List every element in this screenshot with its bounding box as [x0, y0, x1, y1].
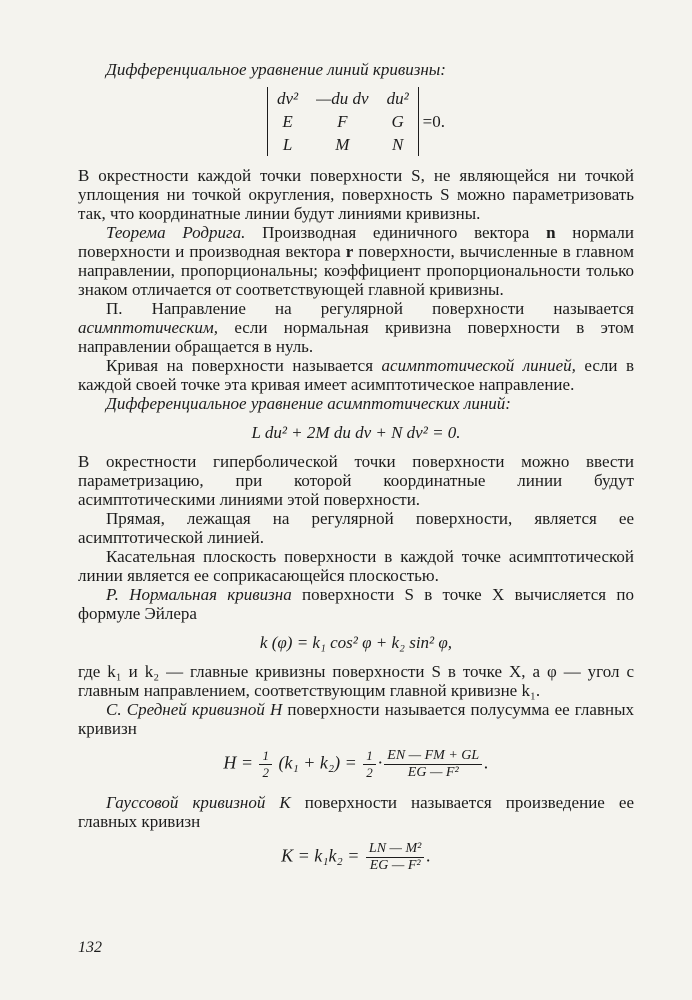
- determinant-row: [268, 87, 418, 110]
- det-cell: F: [337, 112, 348, 131]
- fraction-denominator: 2: [366, 765, 373, 780]
- paragraph-mean-curvature: [78, 700, 634, 738]
- page-number: 132: [78, 939, 102, 956]
- det-cell: —du dv: [316, 89, 369, 108]
- formula-euler: k (φ) = k₁ cos² φ + k₂ sin² φ,: [259, 633, 453, 652]
- formula-gauss-curvature: [78, 841, 634, 874]
- heading-curvature-lines: Дифференциальное уравнение линий кривизны:: [106, 60, 446, 79]
- determinant-row: [268, 133, 418, 156]
- asym-line-term: асимптотической линией,: [381, 356, 576, 375]
- formula-asymptotic: L du² + 2M du dv + N dv² = 0.: [251, 423, 461, 442]
- mean-title: С. Средней кривизной H: [106, 700, 283, 719]
- paragraph-straight-line: Прямая, лежащая на регулярной поверхности, является ее асимптотической линией.: [78, 509, 634, 547]
- fraction-numerator: 1: [363, 748, 376, 765]
- vector-r: r: [345, 242, 354, 261]
- fraction-half-2: [363, 748, 376, 781]
- paragraph-tangent-plane: Касательная плоскость поверхности в каждой точке асимптотической линии является ее соприкасающейся плоскостью.: [78, 547, 634, 585]
- mean-text: поверхности называется полусумма ее главных кривизн: [78, 700, 634, 738]
- fraction-denominator: EG — F²: [407, 765, 459, 780]
- rodrigues-title: Теорема Родрига.: [106, 223, 246, 242]
- det-cell: G: [391, 112, 404, 131]
- euler-text: поверхности S в точке X вычисляется по формуле Эйлера: [78, 585, 634, 623]
- paragraph-rodrigues: [78, 223, 634, 299]
- vector-n: n: [546, 223, 556, 242]
- fraction-numerator: LN — M²: [366, 841, 424, 858]
- fraction-numerator: 1: [259, 748, 272, 765]
- fraction-numerator: EN — FM + GL: [384, 748, 482, 765]
- gauss-lhs: K = k₁k₂ =: [281, 845, 360, 866]
- fraction-gauss: [366, 841, 424, 874]
- asym-line-text-a: Кривая на поверхности называется: [106, 356, 382, 375]
- det-cell: M: [335, 135, 350, 154]
- mean-dot: ·: [377, 752, 383, 773]
- rodrigues-text-c: поверхности, вычисленные в главном направлении, пропорциональны; коэффициент пропорциональности только знаком отличается от соответствующей главной кривизны.: [78, 242, 634, 299]
- asym-dir-text-a: П. Направление на регулярной поверхности называется: [106, 299, 634, 318]
- fraction-half: [259, 748, 272, 781]
- det-cell: dv²: [276, 89, 299, 108]
- paragraph-asymptotic-line: [78, 356, 634, 394]
- rodrigues-text-a: Производная единичного вектора: [245, 223, 547, 242]
- gauss-end: .: [426, 845, 431, 866]
- determinant-matrix: [267, 87, 419, 156]
- mean-lhs: H =: [223, 752, 253, 773]
- fraction-denominator: 2: [262, 765, 269, 780]
- asym-dir-term: асимптотическим,: [78, 318, 218, 337]
- asym-dir-text-b: если нормальная кривизна поверхности в этом направлении обращается в нуль.: [78, 318, 634, 356]
- paragraph-parametrization: В окрестности каждой точки поверхности S, не являющейся ни точкой уплощения ни точкой округления, поверхность S можно параметризовать так, что координатные линии будут линиями кривизны.: [78, 166, 634, 223]
- determinant-equals: =0.: [422, 112, 446, 131]
- det-cell: du²: [386, 89, 409, 108]
- fraction-denominator: EG — F²: [369, 858, 421, 873]
- paragraph-asymptotic-direction: [78, 299, 634, 356]
- det-cell: E: [282, 112, 293, 131]
- fraction-mean: [384, 748, 482, 781]
- paragraph-euler: [78, 585, 634, 623]
- det-cell: L: [282, 135, 293, 154]
- gauss-text: поверхности называется произведение ее главных кривизн: [78, 793, 634, 831]
- det-cell: N: [391, 135, 404, 154]
- heading-asymptotic-lines: Дифференциальное уравнение асимптотических линий:: [106, 394, 511, 413]
- gauss-title: Гауссовой кривизной K: [106, 793, 291, 812]
- formula-mean-curvature: [78, 748, 634, 781]
- paragraph-where: где k₁ и k₂ — главные кривизны поверхности S в точке X, а φ — угол с главным направлением, соответствующим главной кривизне k₁.: [78, 662, 634, 700]
- determinant-equation: [78, 87, 634, 156]
- asym-line-text-b: если в каждой своей точке эта кривая имеет асимптотическое направление.: [78, 356, 635, 394]
- paragraph-hyperbolic: В окрестности гиперболической точки поверхности можно ввести параметризацию, при которой координатные линии будут асимптотическими линиями этой поверхности.: [78, 452, 634, 509]
- mean-end: .: [484, 752, 489, 773]
- paragraph-gauss-curvature: [78, 793, 634, 831]
- rodrigues-text-b: нормали поверхности и производная вектора: [78, 223, 634, 261]
- mean-sum: (k₁ + k₂) =: [278, 752, 357, 773]
- determinant-row: [268, 110, 418, 133]
- euler-title: Р. Нормальная кривизна: [106, 585, 292, 604]
